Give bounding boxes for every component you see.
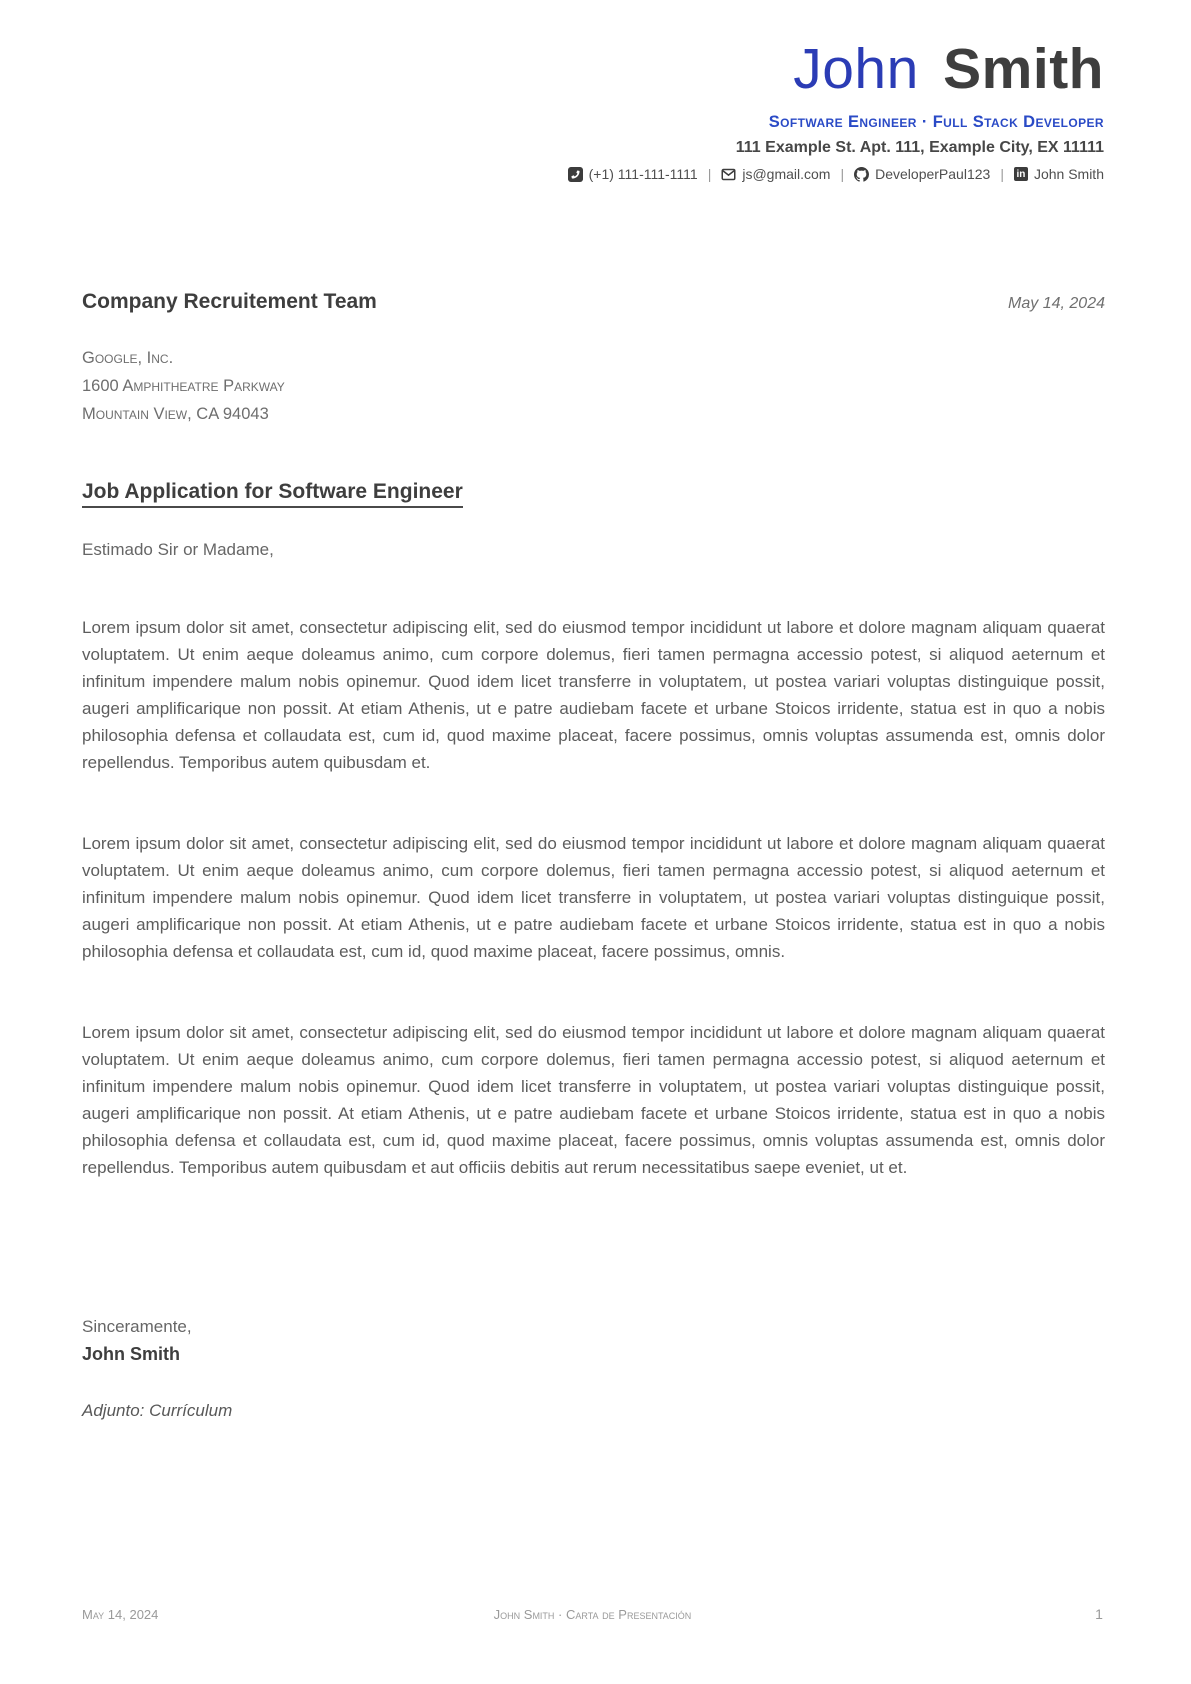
letter-date: May 14, 2024 xyxy=(1008,295,1105,313)
recipient-address-line: 1600 Amphitheatre Parkway xyxy=(82,377,285,396)
page-footer xyxy=(82,1606,1103,1622)
recipient-address-line: Google, Inc. xyxy=(82,349,174,368)
letter-body xyxy=(82,290,1105,1421)
letter-subject xyxy=(82,480,1105,508)
recipient-address xyxy=(82,344,1105,428)
letter-header xyxy=(0,0,1191,182)
linkedin-name[interactable]: John Smith xyxy=(1033,166,1104,183)
letter-paragraph: Lorem ipsum dolor sit amet, consectetur adipiscing elit, sed do eiusmod tempor incididunt ut labore et dolore magnam aliquam quaerat voluptatem. Ut enim aeque doleamus animo, cum corpore dolemus, fieri tamen permagna accessio potest, si aliquod aeternum et infinitum impendere malum nobis opinemur. Quod idem licet transferre in voluptatem, ut postea variari voluptas distinguique possit, augeri amplificarique non possit. At etiam Athenis, ut e patre audiebam facete et urbane Stoicos irridente, statua est in quo a nobis philosophia defensa et collaudata est, cum id, quod maxime placeat, facere possimus, omnis voluptas assumenda est, omnis dolor repellendus. Temporibus autem quibusdam et aut officiis debitis aut rerum necessitatibus saepe eveniet, ut et. xyxy=(82,1023,1105,1178)
email-icon xyxy=(721,167,736,182)
signature-name: John Smith xyxy=(82,1344,180,1365)
first-name: John xyxy=(793,37,919,101)
letter-paragraph: Lorem ipsum dolor sit amet, consectetur adipiscing elit, sed do eiusmod tempor incididunt ut labore et dolore magnam aliquam quaerat voluptatem. Ut enim aeque doleamus animo, cum corpore dolemus, fieri tamen permagna accessio potest, si aliquod aeternum et infinitum impendere malum nobis opinemur. Quod idem licet transferre in voluptatem, ut postea variari voluptas distinguique possit, augeri amplificarique non possit. At etiam Athenis, ut e patre audiebam facete et urbane Stoicos irridente, statua est in quo a nobis philosophia defensa et collaudata est, cum id, quod maxime placeat, facere possimus, omnis. xyxy=(82,834,1105,962)
phone-icon xyxy=(568,167,583,182)
linkedin-icon: in xyxy=(1014,167,1028,181)
enclosure-note: Adjunto: Currículum xyxy=(82,1401,233,1421)
person-name xyxy=(0,37,1104,101)
contact-row xyxy=(0,166,1104,182)
footer-title: John Smith · Carta de Presentación xyxy=(493,1607,692,1622)
last-name: Smith xyxy=(943,37,1104,101)
letter-greeting: Estimado Sir or Madame, xyxy=(82,540,274,560)
contact-separator: | xyxy=(1000,166,1004,183)
footer-date: May 14, 2024 xyxy=(82,1607,159,1622)
email-address[interactable]: js@gmail.com xyxy=(742,166,831,183)
recipient-address-line: Mountain View, CA 94043 xyxy=(82,405,269,424)
person-address: 111 Example St. Apt. 111, Example City, EX 11111 xyxy=(735,139,1104,157)
github-handle[interactable]: DeveloperPaul123 xyxy=(875,166,991,183)
contact-separator: | xyxy=(707,166,712,183)
github-icon xyxy=(854,167,869,182)
letter-paragraph: Lorem ipsum dolor sit amet, consectetur adipiscing elit, sed do eiusmod tempor incididunt ut labore et dolore magnam aliquam quaerat voluptatem. Ut enim aeque doleamus animo, cum corpore dolemus, fieri tamen permagna accessio potest, si aliquod aeternum et infinitum impendere malum nobis opinemur. Quod idem licet transferre in voluptatem, ut postea variari voluptas distinguique possit, augeri amplificarique non possit. At etiam Athenis, ut e patre audiebam facete et urbane Stoicos irridente, statua est in quo a nobis philosophia defensa et collaudata est, cum id, quod maxime placeat, facere possimus, omnis voluptas assumenda est, omnis dolor repellendus. Temporibus autem quibusdam et. xyxy=(82,618,1105,773)
contact-separator: | xyxy=(840,166,845,183)
letter-closing: Sinceramente, xyxy=(82,1317,192,1337)
recipient-row xyxy=(82,290,1105,314)
phone-number[interactable]: (+1) 111-111-1111 xyxy=(588,166,698,183)
footer-page-number: 1 xyxy=(1095,1606,1103,1622)
recipient-name: Company Recruitement Team xyxy=(82,290,377,314)
letter-subject-text: Job Application for Software Engineer xyxy=(82,480,463,508)
person-title: Software Engineer · Full Stack Developer xyxy=(768,113,1104,132)
